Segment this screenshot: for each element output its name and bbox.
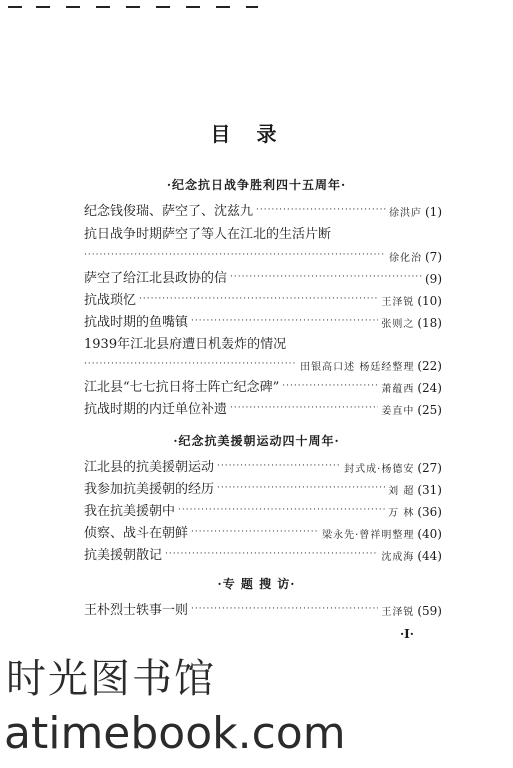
entry-page: (40) xyxy=(417,527,442,541)
entry-title: 我参加抗美援朝的经历 xyxy=(84,482,215,497)
section-heading-resist-us-aid-korea: ·纪念抗美援朝运动四十周年· xyxy=(173,434,340,448)
entry-page: (36) xyxy=(417,505,442,519)
dot-leader xyxy=(191,527,319,537)
entry-page: (10) xyxy=(417,294,442,308)
entry-title: 纪念钱俊瑞、萨空了、沈兹九 xyxy=(84,204,254,219)
dot-leader xyxy=(282,381,378,391)
entry-author: 刘 超 xyxy=(388,486,415,497)
entry-page: (1) xyxy=(425,205,442,219)
entry-page: (9) xyxy=(425,272,442,286)
entry-author: 徐化治 xyxy=(389,253,422,264)
toc-entry[interactable] xyxy=(84,455,442,475)
dot-leader xyxy=(217,483,385,493)
entry-page: (7) xyxy=(425,250,442,264)
entry-author: 沈成海 xyxy=(381,552,415,563)
toc-title: 目录 xyxy=(210,122,303,146)
section-heading-anti-japanese-war: ·纪念抗日战争胜利四十五周年· xyxy=(166,178,347,192)
dot-leader xyxy=(230,272,422,282)
entry-title: 1939年江北县府遭日机轰炸的情况 xyxy=(84,337,287,352)
toc-entry[interactable] xyxy=(84,288,442,308)
toc-entry[interactable] xyxy=(84,266,442,286)
toc-entry-continuation[interactable] xyxy=(84,244,442,264)
entry-page: (24) xyxy=(417,381,442,395)
entry-page: (44) xyxy=(417,549,442,563)
entry-title: 抗战时期的内迁单位补遗 xyxy=(84,402,228,417)
entry-page: (25) xyxy=(417,403,442,417)
top-dash-rule xyxy=(8,4,258,10)
entry-page: (18) xyxy=(417,316,442,330)
page-number: ·I· xyxy=(400,627,414,641)
toc-entry-title-line[interactable] xyxy=(84,332,442,352)
toc-entry[interactable] xyxy=(84,543,442,563)
entry-title: 我在抗美援朝中 xyxy=(84,504,176,519)
entry-title: 萨空了给江北县政协的信 xyxy=(84,271,228,286)
entry-author: 萧蕴西 xyxy=(381,384,415,395)
entry-author: 梁永先·曾祥明整理 xyxy=(322,530,415,541)
dot-leader xyxy=(165,549,378,559)
entry-title: 侦察、战斗在朝鲜 xyxy=(84,526,189,541)
toc-entry[interactable] xyxy=(84,598,442,618)
entry-title: 抗日战争时期萨空了等人在江北的生活片断 xyxy=(84,227,332,242)
dot-leader xyxy=(230,403,378,413)
entry-title: 江北县的抗美援朝运动 xyxy=(84,460,215,475)
dot-leader xyxy=(217,461,341,471)
toc-entry[interactable] xyxy=(84,397,442,417)
watermark-chinese: 时光图书馆 xyxy=(6,656,216,702)
dot-leader xyxy=(256,205,386,215)
toc-entry[interactable] xyxy=(84,477,442,497)
entry-title: 抗战琐忆 xyxy=(84,293,137,308)
dot-leader xyxy=(191,604,378,614)
entry-page: (31) xyxy=(417,483,442,497)
entry-title: 抗美援朝散记 xyxy=(84,548,163,563)
entry-page: (59) xyxy=(417,604,442,618)
toc-entry[interactable] xyxy=(84,499,442,519)
watermark-url: atimebook.com xyxy=(4,708,346,759)
entry-page: (22) xyxy=(417,359,442,373)
toc-entry[interactable] xyxy=(84,375,442,395)
entry-author: 田银高口述 杨廷经整理 xyxy=(300,362,415,373)
dot-leader xyxy=(178,505,385,515)
entry-author: 姜直中 xyxy=(381,406,415,417)
toc-entry[interactable] xyxy=(84,310,442,330)
entry-page: (27) xyxy=(417,461,442,475)
dot-leader xyxy=(84,250,386,260)
dot-leader xyxy=(191,316,378,326)
section-heading-special-interviews: ·专 题 搜 访· xyxy=(217,577,296,591)
toc-entry-continuation[interactable] xyxy=(84,353,442,373)
entry-title: 江北县“七七抗日将士阵亡纪念碑” xyxy=(84,380,280,395)
toc-entry[interactable] xyxy=(84,521,442,541)
entry-author: 王泽锐 xyxy=(381,297,415,308)
entry-author: 王泽锐 xyxy=(381,607,415,618)
toc-entry-title-line[interactable] xyxy=(84,222,442,242)
entry-author: 徐洪庐 xyxy=(389,208,422,219)
entry-author: 万 林 xyxy=(388,508,415,519)
entry-title: 抗战时期的鱼嘴镇 xyxy=(84,315,189,330)
entry-title: 王朴烈士轶事一则 xyxy=(84,603,189,618)
entry-author: 封式成·杨德安 xyxy=(344,464,415,475)
dot-leader xyxy=(84,359,297,369)
entry-author: 张则之 xyxy=(381,319,415,330)
dot-leader xyxy=(139,294,378,304)
toc-entry[interactable] xyxy=(84,199,442,219)
